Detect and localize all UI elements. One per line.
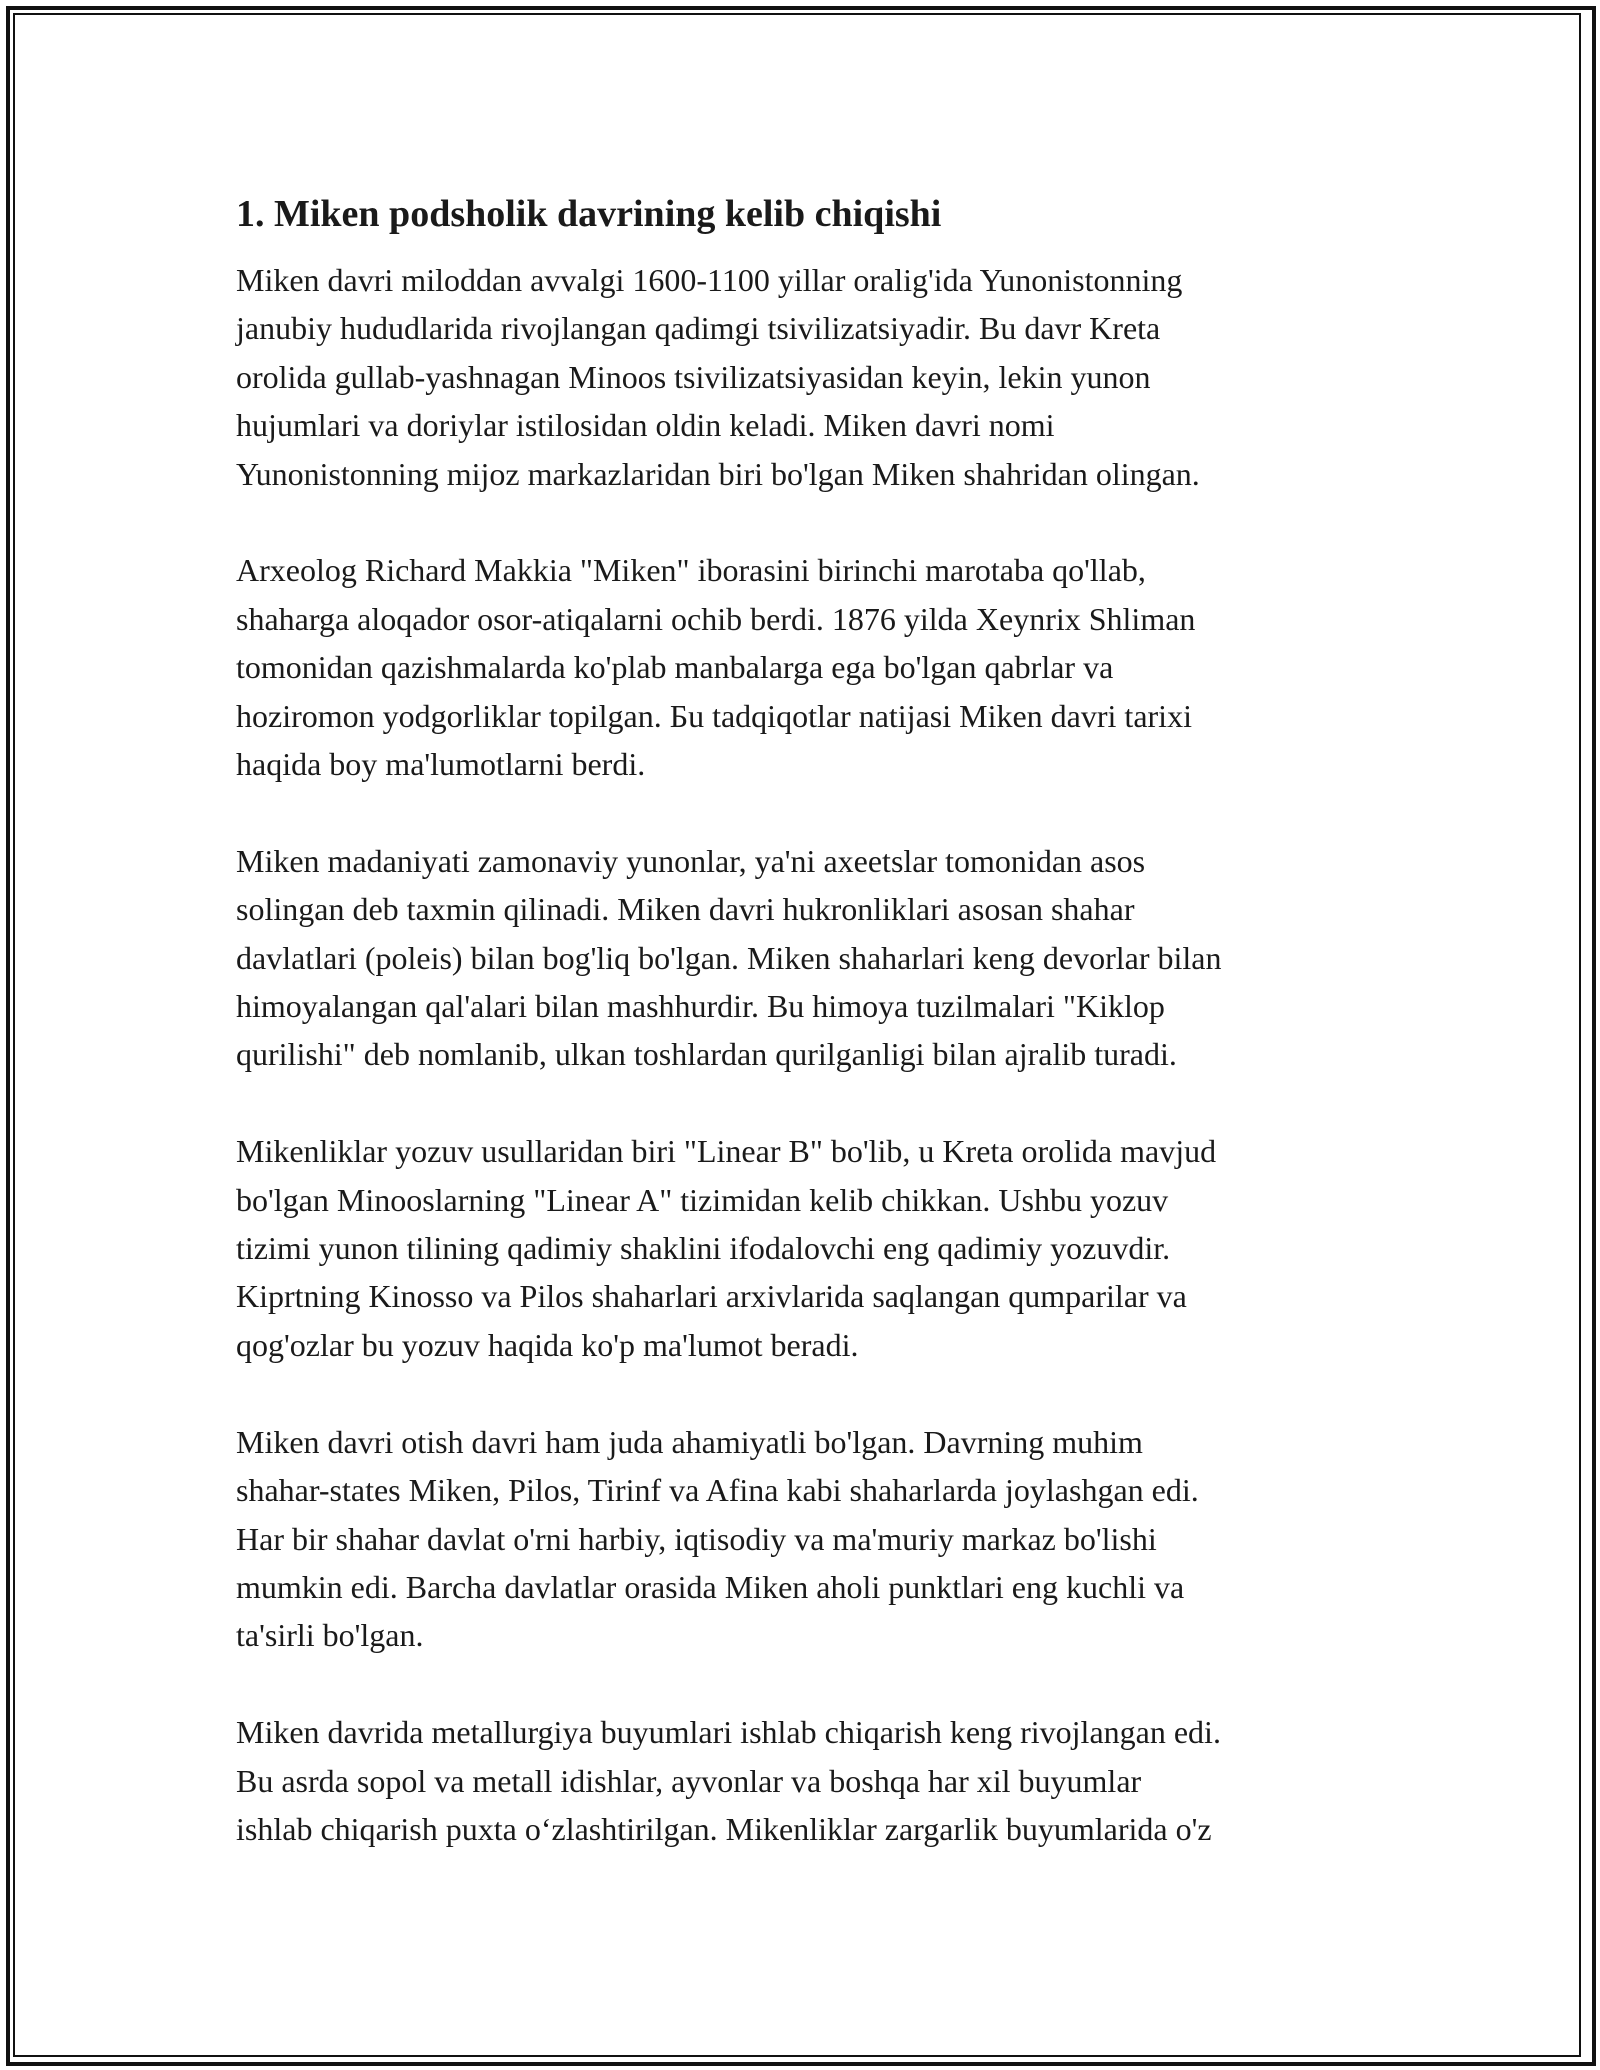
text-line: Miken davri otish davri ham juda ahamiyatli bo'lgan. Davrning muhim bbox=[236, 1423, 1143, 1460]
text-line: Har bir shahar davlat o'rni harbiy, iqtisodiy va ma'muriy markaz bo'lishi bbox=[236, 1520, 1157, 1557]
paragraph-6 bbox=[236, 1708, 1396, 1853]
text-line: Kiprtning Kinosso va Pilos shaharlari arxivlarida saqlangan qumparilar va bbox=[236, 1278, 1187, 1315]
text-line: tomonidan qazishmalarda ko'plab manbalarga ega bo'lgan qabrlar va bbox=[236, 649, 1114, 686]
text-line: Arxeolog Richard Makkia "Miken" iborasini birinchi marotaba qo'llab, bbox=[236, 552, 1146, 589]
section-title: 1. Miken podsholik davrining kelib chiqishi bbox=[236, 193, 942, 235]
text-line: hujumlari va doriylar istilosidan oldin keladi. Miken davri nomi bbox=[236, 407, 1055, 444]
text-line: janubiy hududlarida rivojlangan qadimgi tsivilizatsiyadir. Bu davr Kreta bbox=[236, 310, 1161, 347]
text-line: himoyalangan qal'alari bilan mashhurdir. Bu himoya tuzilmalari "Kiklop bbox=[236, 988, 1165, 1025]
paragraph-1 bbox=[236, 256, 1396, 498]
text-line: solingan deb taxmin qilinadi. Miken davri hukronliklari asosan shahar bbox=[236, 891, 1135, 928]
text-line: shahar-states Miken, Pilos, Tirinf va Afina kabi shaharlarda joylashgan edi. bbox=[236, 1472, 1199, 1509]
text-line: haqida boy ma'lumotlarni berdi. bbox=[236, 746, 646, 783]
text-line: hoziromon yodgorliklar topilgan. Бu tadqiqotlar natijasi Miken davri tarixi bbox=[236, 697, 1192, 734]
text-line: Miken davrida metallurgiya buyumlari ishlab chiqarish keng rivojlangan edi. bbox=[236, 1714, 1221, 1751]
text-line: Mikenliklar yozuv usullaridan biri "Linear B" bo'lib, u Kreta orolida mavjud bbox=[236, 1133, 1217, 1170]
text-line: bo'lgan Minooslarning "Linear A" tizimidan kelib chikkan. Ushbu yozuv bbox=[236, 1181, 1169, 1218]
paragraph-2 bbox=[236, 546, 1396, 788]
text-line: Miken madaniyati zamonaviy yunonlar, ya'ni axeetslar tomonidan asos bbox=[236, 842, 1146, 879]
text-line: ishlab chiqarish puxta o‘zlashtirilgan. Mikenliklar zargarlik buyumlarida o'z bbox=[236, 1810, 1212, 1847]
text-line: qurilishi" deb nomlanib, ulkan toshlardan qurilganligi bilan ajralib turadi. bbox=[236, 1036, 1177, 1073]
document-body bbox=[236, 184, 1396, 1902]
text-line: Miken davri miloddan avvalgi 1600-1100 yillar oralig'ida Yunonistonning bbox=[236, 262, 1183, 298]
text-line: mumkin edi. Barcha davlatlar orasida Miken aholi punktlari eng kuchli va bbox=[236, 1568, 1185, 1605]
paragraph-4 bbox=[236, 1127, 1396, 1369]
text-line: ta'sirli bo'lgan. bbox=[236, 1617, 424, 1654]
paragraph-5 bbox=[236, 1418, 1396, 1660]
text-line: Bu asrda sopol va metall idishlar, ayvonlar va boshqa har xil buyumlar bbox=[236, 1762, 1142, 1799]
paragraph-3 bbox=[236, 837, 1396, 1079]
text-line: Yunonistonning mijoz markazlaridan biri bo'lgan Miken shahridan olingan. bbox=[236, 455, 1200, 492]
text-line: shaharga aloqador osor-atiqalarni ochib berdi. 1876 yilda Xeynrix Shliman bbox=[236, 600, 1196, 637]
text-line: davlatlari (poleis) bilan bog'liq bo'lgan. Miken shaharlari keng devorlar bilan bbox=[236, 939, 1222, 976]
text-line: orolida gullab-yashnagan Minoos tsivilizatsiyasidan keyin, lekin yunon bbox=[236, 358, 1151, 395]
text-line: qog'ozlar bu yozuv haqida ko'p ma'lumot beradi. bbox=[236, 1326, 859, 1363]
text-line: tizimi yunon tilining qadimiy shaklini ifodalovchi eng qadimiy yozuvdir. bbox=[236, 1230, 1171, 1267]
